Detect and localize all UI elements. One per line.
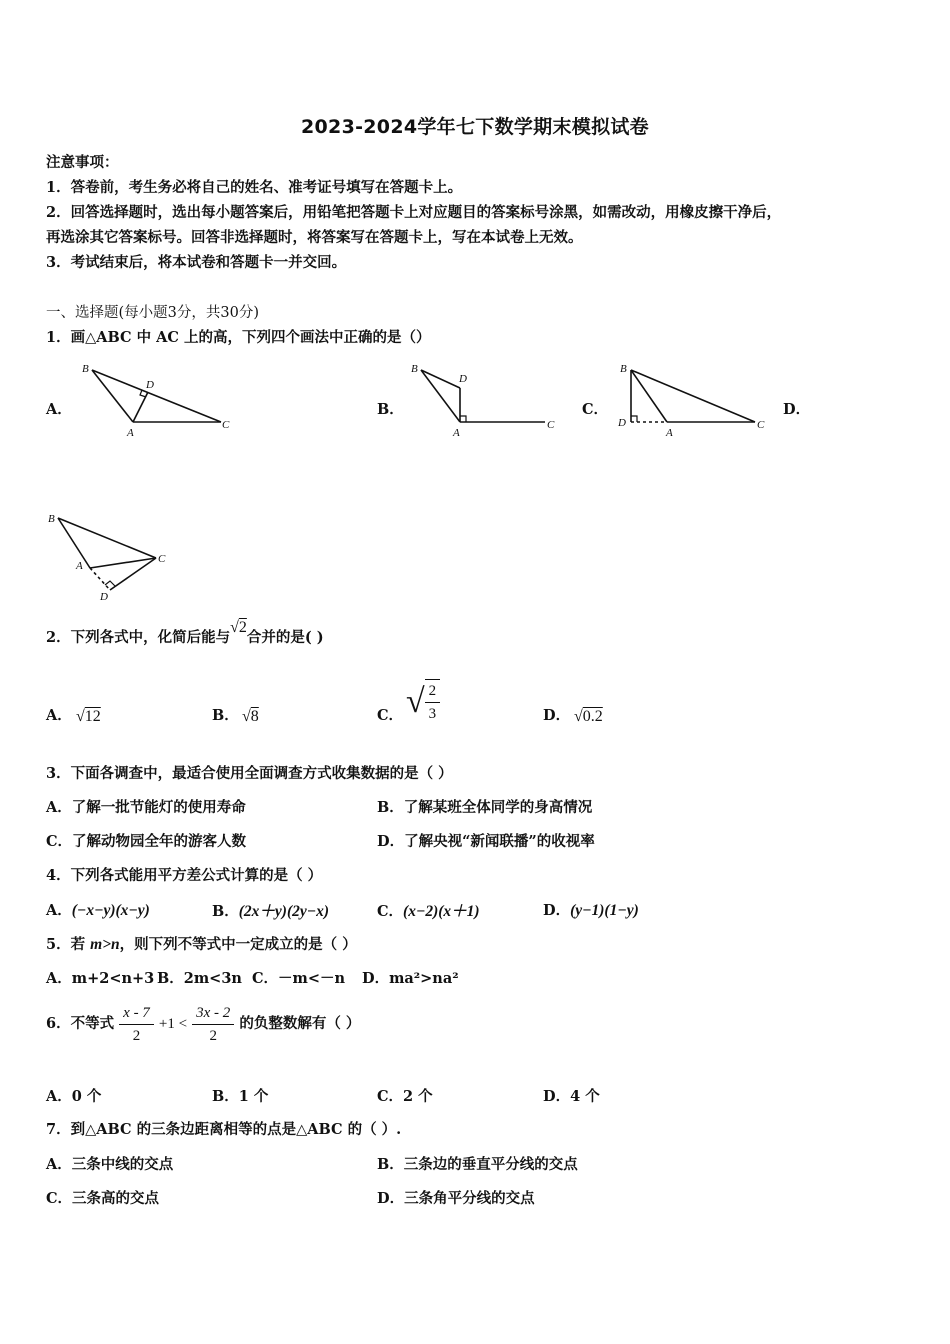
notice-item: 3．考试结束后，将本试卷和答题卡一并交回。 [46, 254, 347, 271]
point-a-label: A [666, 427, 673, 439]
q1-figure-c [610, 358, 780, 440]
side-ba [58, 518, 90, 568]
sqrt-sign: √ [406, 683, 425, 720]
question-3-stem: 3．下面各调查中，最适合使用全面调查方式收集数据的是（ ） [46, 765, 453, 782]
notice-item: 2．回答选择题时，选出每小题答案后，用铅笔把答题卡上对应题目的答案标号涂黑，如需改动，用橡皮擦干净后， [46, 204, 782, 221]
q2-option-a-label: A． [46, 707, 72, 724]
question-7-stem: 7．到△ABC 的三条边距离相等的点是△ABC 的（ ）. [46, 1121, 402, 1138]
side-ac [90, 558, 156, 568]
q3-option-d: D．了解央视“新闻联播”的收视率 [377, 833, 595, 850]
right-angle-mark [105, 581, 115, 586]
point-b-label: B [48, 513, 55, 525]
point-d-label: D [146, 379, 154, 391]
side-ba [421, 370, 460, 422]
q6-option-a: A．0 个 [46, 1088, 102, 1105]
q6-option-d: D．4 个 [543, 1088, 600, 1105]
side-bc [58, 518, 156, 558]
notice-item: 再选涂其它答案标号。回答非选择题时，将答案写在答题卡上，写在本试卷上无效。 [46, 229, 583, 246]
question-6-stem: 6．不等式 $\frac{x - 7}{2}$ +1 < $\frac{3x - 2}{2}$ 的负整数解有（ ） [46, 1000, 360, 1048]
q2-option-b-value: √8 [242, 708, 259, 725]
q1-option-d-label: D． [783, 401, 811, 418]
point-d-label: D [100, 591, 108, 603]
q6-option-c: C．2 个 [377, 1088, 433, 1105]
question-4-stem: 4．下列各式能用平方差公式计算的是（ ） [46, 867, 323, 884]
point-c-label: C [158, 553, 166, 565]
q6-fraction-left: $\frac{x - 7}{2}$ [119, 1002, 154, 1047]
q3-option-c: C．了解动物园全年的游客人数 [46, 833, 247, 850]
q5-option-b: B．2m<3n [157, 970, 242, 987]
q5-option-c: C．－m<－n [252, 970, 346, 987]
q3-option-a: A．了解一批节能灯的使用寿命 [46, 799, 246, 816]
point-a-label: A [127, 427, 134, 439]
point-c-label: C [222, 419, 230, 431]
q6-fraction-right: $\frac{3x - 2}{2}$ [192, 1002, 234, 1047]
q2-option-c-value [406, 678, 440, 726]
point-d-label: D [618, 417, 626, 429]
right-angle-mark [631, 416, 637, 422]
q5-option-d: D．ma²>na² [362, 970, 459, 987]
right-angle-mark [460, 416, 466, 422]
question-1-stem: 1．画△ABC 中 AC 上的高，下列四个画法中正确的是（） [46, 329, 431, 346]
point-c-label: C [757, 419, 765, 431]
q6-option-b: B．1 个 [212, 1088, 269, 1105]
section-heading: 一、选择题(每小题3分，共30分) [46, 305, 259, 321]
point-b-label: B [411, 363, 418, 375]
point-b-label: B [82, 363, 89, 375]
q1-option-a-label: A． [46, 401, 72, 418]
q2-option-c-label: C． [377, 707, 404, 724]
point-d-label: D [459, 373, 467, 385]
point-b-label: B [620, 363, 627, 375]
q2-option-d-value: √0.2 [574, 708, 603, 725]
side-bc [92, 370, 221, 422]
q4-option-b: B．(2x＋y)(2y−x) [212, 903, 330, 920]
page-title: 2023-2024学年七下数学期末模拟试卷 [301, 116, 649, 138]
q3-option-b: B．了解某班全体同学的身高情况 [377, 799, 593, 816]
q1-figure-d [46, 508, 176, 604]
q2-option-d-label: D． [543, 707, 571, 724]
q2-sqrt-2: √2 [230, 619, 247, 636]
q2-option-b-label: B． [212, 707, 239, 724]
point-c-label: C [547, 419, 555, 431]
q2-option-a-value: √12 [76, 708, 101, 725]
notice-item: 1．答卷前，考生务必将自己的姓名、准考证号填写在答题卡上。 [46, 179, 463, 196]
fraction: $\frac{2}{3}$ [425, 679, 441, 725]
q2-stem-pre: 2．下列各式中，化简后能与 [46, 629, 231, 646]
q1-option-b-label: B． [377, 401, 404, 418]
q4-option-c: C．(x−2)(x＋1) [377, 903, 480, 920]
q7-option-c: C．三条高的交点 [46, 1190, 160, 1207]
point-a-label: A [76, 560, 83, 572]
extension-ad [90, 568, 110, 590]
question-2-stem [46, 619, 324, 654]
q1-figure-a [76, 358, 246, 440]
q5-option-a: A．m+2<n+3 [46, 970, 155, 987]
q7-option-d: D．三条角平分线的交点 [377, 1190, 535, 1207]
q1-figure-b [405, 358, 575, 440]
q2-stem-post: 合并的是( ) [246, 629, 324, 646]
notice-heading: 注意事项： [46, 154, 119, 171]
q4-option-a: A．(−x−y)(x−y) [46, 902, 150, 919]
point-a-label: A [453, 427, 460, 439]
q1-option-c-label: C． [582, 401, 609, 418]
altitude-bd [110, 558, 156, 590]
q4-option-d: D．(y−1)(1−y) [543, 902, 639, 919]
q7-option-b: B．三条边的垂直平分线的交点 [377, 1156, 578, 1173]
q7-option-a: A．三条中线的交点 [46, 1156, 174, 1173]
question-5-stem: 5．若 m>n，则下列不等式中一定成立的是（ ） [46, 936, 357, 953]
